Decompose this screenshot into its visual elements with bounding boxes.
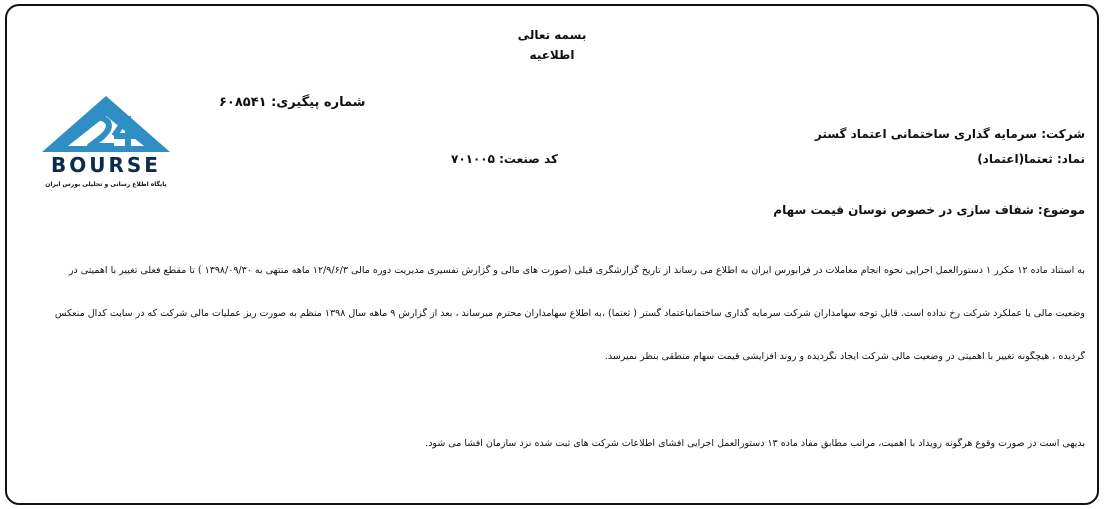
logo-caption: پایگاه اطلاع رسانی و تحلیلی بورس ایران: [45, 181, 167, 188]
bourse-logo: [32, 94, 180, 190]
subject-line: موضوع: شفاف سازی در خصوص نوسان قیمت سهام: [773, 203, 1085, 217]
industry-code: کد صنعت: ۷۰۱۰۰۵: [451, 152, 558, 166]
doc-subtitle: اطلاعیه: [529, 48, 575, 62]
body-paragraph-line: وضعیت مالی یا عملکرد شرکت رخ نداده است. قابل توجه سهامداران شرکت سرمایه گذاری ساختمانیاعتماد گستر ( ثعتما) ،به اطلاع سهامداران محترم میرساند ، بعد از گزارش ۹ ماهه سال ۱۳۹۸ منظم به صورت ریز عملیات مالی شرکت که در سایت کدال منعکس: [54, 308, 1085, 319]
logo-word: BOURSE: [51, 153, 161, 177]
body-paragraph-line: به استناد ماده ۱۲ مکرر ۱ دستورالعمل اجرایی نحوه انجام معاملات در فرابورس ایران به اطلاع می رساند از تاریخ گزارشگری قبلی (صورت های مالی و گزارش تفسیری مدیریت دوره مالی ۱۲/۹/۶/۳ ماهه منتهی به ۱۳۹۸/۰۹/۳۰ ) تا مقطع فعلی تغییر با اهمیتی در: [68, 265, 1085, 276]
stock-symbol: نماد: ثعتما(اعتماد): [977, 152, 1085, 166]
body-paragraph-line: گردیده ، هیچگونه تغییر با اهمیتی در وضعیت مالی شرکت ایجاد نگردیده و روند افزایشی قیمت سهام منطقی بنظر نمیرسد.: [604, 351, 1085, 362]
closing-paragraph: بدیهی است در صورت وقوع هرگونه رویداد با اهمیت، مراتب مطابق مفاد ماده ۱۳ دستورالعمل اجرایی افشای اطلاعات شرکت های ثبت شده نزد سازمان افشا می شود.: [425, 438, 1085, 449]
doc-title: بسمه تعالی: [517, 28, 587, 42]
tracking-number: شماره پیگیری: ۶۰۸۵۴۱: [219, 95, 366, 110]
announcement-frame: [5, 4, 1099, 505]
company-name: شرکت: سرمایه گذاری ساختمانی اعتماد گستر: [814, 127, 1085, 141]
